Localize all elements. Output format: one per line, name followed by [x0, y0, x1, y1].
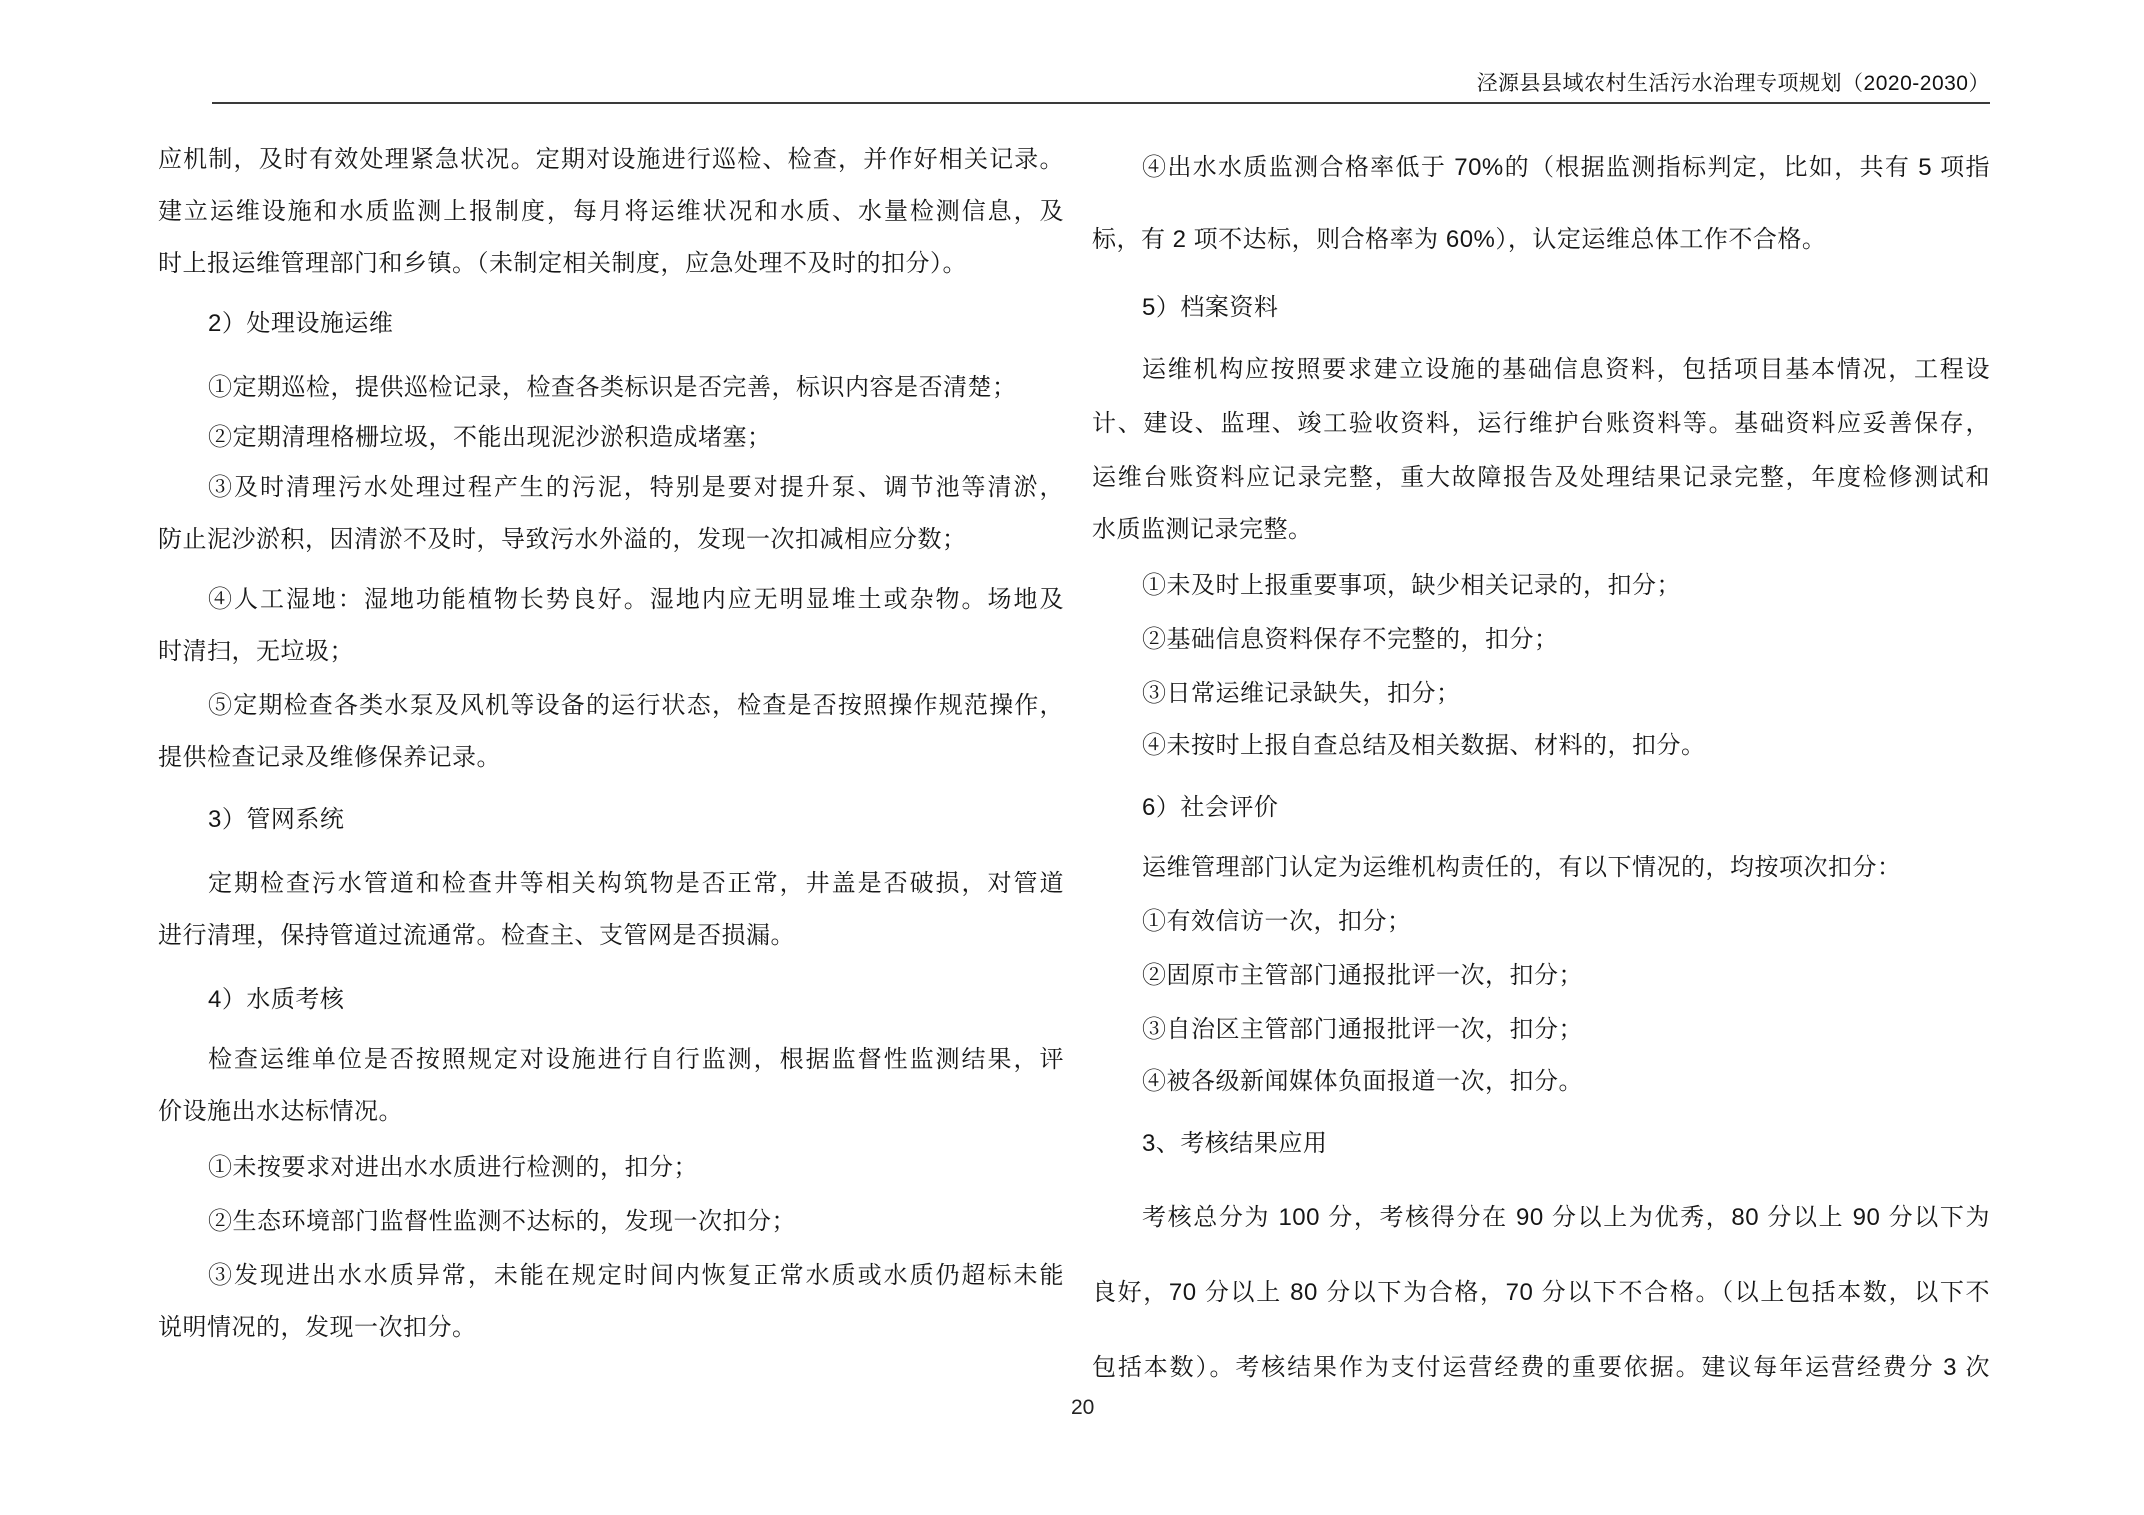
text-line: 说明情况的，发现一次扣分。 [158, 1314, 477, 1341]
text-line: ②生态环境部门监督性监测不达标的，发现一次扣分； [208, 1208, 796, 1235]
text-line: 运维台账资料应记录完整，重大故障报告及处理结果记录完整，年度检修测试和 [1092, 464, 1990, 491]
text-line: 标，有 2 项不达标，则合格率为 60%），认定运维总体工作不合格。 [1092, 226, 1827, 253]
text-line: 应机制，及时有效处理紧急状况。定期对设施进行巡检、检查，并作好相关记录。 [158, 146, 1064, 173]
text-line: ④未按时上报自查总结及相关数据、材料的，扣分。 [1142, 732, 1706, 759]
text-line: 运维机构应按照要求建立设施的基础信息资料，包括项目基本情况，工程设 [1142, 356, 1990, 383]
text-line: 建立运维设施和水质监测上报制度，每月将运维状况和水质、水量检测信息，及 [158, 198, 1064, 225]
text-line: 时上报运维管理部门和乡镇。（未制定相关制度，应急处理不及时的扣分）。 [158, 250, 967, 277]
text-line: ②基础信息资料保存不完整的，扣分； [1142, 626, 1559, 653]
text-line: 水质监测记录完整。 [1092, 516, 1313, 543]
header-rule [212, 102, 1990, 104]
text-line: 价设施出水达标情况。 [158, 1098, 403, 1125]
section-heading: 6）社会评价 [1142, 794, 1279, 821]
text-line: ①定期巡检，提供巡检记录，检查各类标识是否完善，标识内容是否清楚； [208, 374, 1017, 401]
text-line: ④人工湿地：湿地功能植物长势良好。湿地内应无明显堆土或杂物。场地及 [208, 586, 1064, 613]
text-line: 检查运维单位是否按照规定对设施进行自行监测，根据监督性监测结果，评 [208, 1046, 1064, 1073]
text-line: ①未按要求对进出水水质进行检测的，扣分； [208, 1154, 698, 1181]
text-line: 考核总分为 100 分，考核得分在 90 分以上为优秀，80 分以上 90 分以下为 [1142, 1204, 1990, 1231]
page-number: 20 [1071, 1396, 1095, 1419]
text-line: 良好，70 分以上 80 分以下为合格，70 分以下不合格。（以上包括本数，以下不 [1092, 1279, 1990, 1306]
text-line: ①有效信访一次，扣分； [1142, 908, 1412, 935]
section-heading: 3、考核结果应用 [1142, 1130, 1328, 1157]
text-line: ④出水水质监测合格率低于 70%的（根据监测指标判定，比如，共有 5 项指 [1142, 154, 1990, 181]
text-line: 防止泥沙淤积，因清淤不及时，导致污水外溢的，发现一次扣减相应分数； [158, 526, 967, 553]
text-line: ④被各级新闻媒体负面报道一次，扣分。 [1142, 1068, 1583, 1095]
text-line: ③自治区主管部门通报批评一次，扣分； [1142, 1016, 1583, 1043]
text-line: 包括本数）。考核结果作为支付运营经费的重要依据。建议每年运营经费分 3 次 [1092, 1354, 1990, 1381]
text-line: ③发现进出水水质异常，未能在规定时间内恢复正常水质或水质仍超标未能 [208, 1262, 1064, 1289]
section-heading: 3）管网系统 [208, 806, 345, 833]
text-line: 计、建设、监理、竣工验收资料，运行维护台账资料等。基础资料应妥善保存， [1092, 410, 1990, 437]
text-line: 运维管理部门认定为运维机构责任的，有以下情况的，均按项次扣分： [1142, 854, 1902, 881]
text-line: 提供检查记录及维修保养记录。 [158, 744, 501, 771]
text-line: ②固原市主管部门通报批评一次，扣分； [1142, 962, 1583, 989]
section-heading: 4）水质考核 [208, 986, 345, 1013]
text-line: 时清扫，无垃圾； [158, 638, 354, 665]
text-line: ①未及时上报重要事项，缺少相关记录的，扣分； [1142, 572, 1681, 599]
text-line: ⑤定期检查各类水泵及风机等设备的运行状态，检查是否按照操作规范操作， [208, 692, 1064, 719]
text-line: ③及时清理污水处理过程产生的污泥，特别是要对提升泵、调节池等清淤， [208, 474, 1064, 501]
section-heading: 5）档案资料 [1142, 294, 1279, 321]
text-line: ③日常运维记录缺失，扣分； [1142, 680, 1461, 707]
section-heading: 2）处理设施运维 [208, 310, 394, 337]
text-line: 定期检查污水管道和检查井等相关构筑物是否正常，井盖是否破损，对管道 [208, 870, 1064, 897]
text-line: ②定期清理格栅垃圾，不能出现泥沙淤积造成堵塞； [208, 424, 772, 451]
text-line: 进行清理，保持管道过流通常。检查主、支管网是否损漏。 [158, 922, 795, 949]
running-header-title: 泾源县县域农村生活污水治理专项规划（2020-2030） [1476, 72, 1990, 95]
